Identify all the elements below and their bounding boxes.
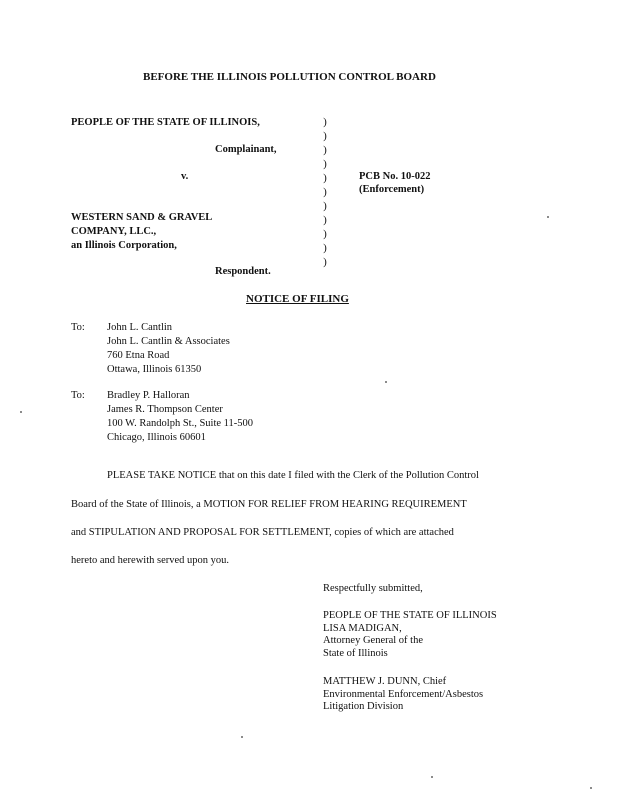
body-line: and STIPULATION AND PROPOSAL FOR SETTLEMENT, copies of which are attached xyxy=(71,527,454,538)
recipient-label: To: xyxy=(71,390,85,401)
complainant-label: Complainant, xyxy=(215,144,277,155)
paren: ) xyxy=(323,144,327,156)
address-line: 760 Etna Road xyxy=(107,350,170,361)
paren: ) xyxy=(323,158,327,170)
paren: ) xyxy=(323,130,327,142)
paren: ) xyxy=(323,172,327,184)
signature-line: Litigation Division xyxy=(323,701,404,712)
versus-label: v. xyxy=(181,171,189,182)
address-line: 100 W. Randolph St., Suite 11-500 xyxy=(107,418,254,429)
signature-line: Environmental Enforcement/Asbestos xyxy=(323,688,484,700)
respondent-name-line-1: WESTERN SAND & GRAVEL xyxy=(71,212,213,223)
caption-divider xyxy=(320,115,330,269)
scan-speck xyxy=(385,381,387,383)
case-type: (Enforcement) xyxy=(359,184,425,195)
complainant-name: PEOPLE OF THE STATE OF ILLINOIS, xyxy=(71,117,260,128)
body-line: Board of the State of Illinois, a MOTION FOR RELIEF FROM HEARING REQUIREMENT xyxy=(71,499,467,510)
paren: ) xyxy=(323,228,327,240)
scan-speck xyxy=(241,736,243,738)
signature-line: MATTHEW J. DUNN, Chief xyxy=(323,676,447,687)
recipient-address xyxy=(107,389,253,445)
respondent-label: Respondent. xyxy=(215,266,271,277)
paren: ) xyxy=(323,116,327,128)
signature-block xyxy=(323,676,483,714)
respondent-name-line-3: an Illinois Corporation, xyxy=(71,240,177,251)
notice-title: NOTICE OF FILING xyxy=(246,293,349,305)
scan-speck xyxy=(431,776,433,778)
address-line: Ottawa, Illinois 61350 xyxy=(107,364,202,375)
signature-line: State of Illinois xyxy=(323,647,388,659)
address-line: Chicago, Illinois 60601 xyxy=(107,432,206,443)
signature-line: PEOPLE OF THE STATE OF ILLINOIS xyxy=(323,610,497,621)
body-line: PLEASE TAKE NOTICE that on this date I filed with the Clerk of the Pollution Control xyxy=(107,470,479,481)
body-line: hereto and herewith served upon you. xyxy=(71,555,230,566)
recipient-label: To: xyxy=(71,322,85,333)
address-line: John L. Cantlin xyxy=(107,322,173,333)
signature-line: LISA MADIGAN, xyxy=(323,622,402,634)
recipient-address xyxy=(107,321,230,377)
scan-speck xyxy=(20,411,22,413)
paren: ) xyxy=(323,214,327,226)
scan-speck xyxy=(590,787,592,789)
paren: ) xyxy=(323,242,327,254)
address-line: Bradley P. Halloran xyxy=(107,390,190,401)
paren: ) xyxy=(323,256,327,268)
closing: Respectfully submitted, xyxy=(323,583,423,594)
signature-block xyxy=(323,610,497,660)
case-number: PCB No. 10-022 xyxy=(359,171,431,182)
paren: ) xyxy=(323,200,327,212)
scan-speck xyxy=(547,216,549,218)
paren: ) xyxy=(323,186,327,198)
address-line: James R. Thompson Center xyxy=(107,404,223,415)
signature-line: Attorney General of the xyxy=(323,635,424,646)
document-title: BEFORE THE ILLINOIS POLLUTION CONTROL BOARD xyxy=(143,71,436,83)
respondent-name-line-2: COMPANY, LLC., xyxy=(71,226,157,237)
address-line: John L. Cantlin & Associates xyxy=(107,336,230,347)
